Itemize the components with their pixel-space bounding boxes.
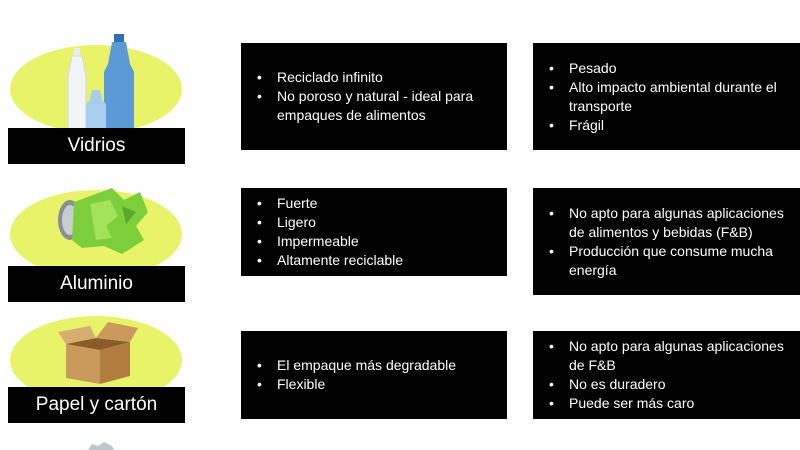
advantages-list <box>251 68 495 125</box>
cardboard-box-icon <box>56 320 140 386</box>
list-item: • El empaque más degradable <box>251 356 456 375</box>
list-item: • No es duradero <box>543 375 788 394</box>
list-item: • Ligero <box>251 213 403 232</box>
partial-next-icon <box>86 440 116 450</box>
advantages-panel <box>241 331 507 419</box>
crushed-can-icon <box>52 182 152 262</box>
advantages-list <box>251 194 403 270</box>
advantages-list <box>251 356 456 394</box>
list-item: • Producción que consume mucha energía <box>543 242 788 280</box>
material-label: Vidrios <box>8 128 185 164</box>
list-item: • No apto para algunas aplicaciones de alimentos y bebidas (F&B) <box>543 204 788 242</box>
list-item: • Flexible <box>251 375 456 394</box>
list-item: • Frágil <box>543 116 788 135</box>
material-label: Papel y cartón <box>8 387 185 423</box>
disadvantages-panel <box>533 43 800 150</box>
list-item: • No poroso y natural - ideal para empaques de alimentos <box>251 87 495 125</box>
disadvantages-list <box>543 337 788 413</box>
list-item: • Puede ser más caro <box>543 394 788 413</box>
list-item: • No apto para algunas aplicaciones de F&B <box>543 337 788 375</box>
list-item: • Reciclado infinito <box>251 68 495 87</box>
list-item: • Pesado <box>543 59 788 78</box>
advantages-panel <box>241 188 507 276</box>
disadvantages-list <box>543 204 788 280</box>
disadvantages-panel <box>533 188 800 295</box>
disadvantages-panel <box>533 331 800 419</box>
list-item: • Altamente reciclable <box>251 251 403 270</box>
material-label: Aluminio <box>8 266 185 302</box>
list-item: • Fuerte <box>251 194 403 213</box>
list-item: • Alto impacto ambiental durante el transporte <box>543 78 788 116</box>
disadvantages-list <box>543 59 788 135</box>
glass-bottles-icon <box>66 32 146 132</box>
list-item: • Impermeable <box>251 232 403 251</box>
advantages-panel <box>241 43 507 150</box>
